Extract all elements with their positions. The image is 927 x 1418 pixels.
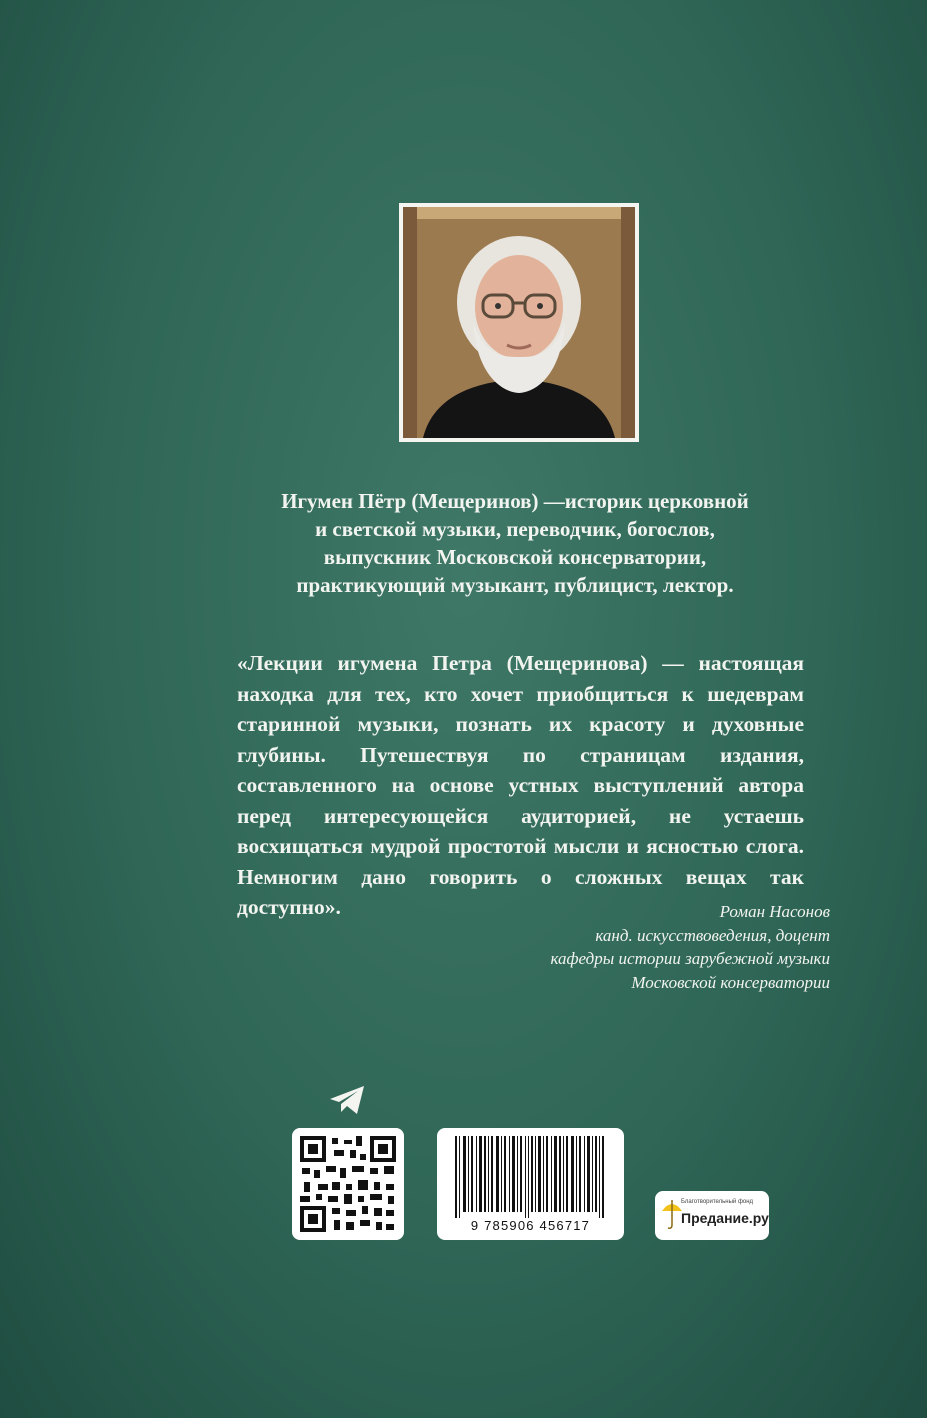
bio-line: Игумен Пётр (Мещеринов) —историк церковной <box>281 489 749 513</box>
quote-signature <box>550 900 830 994</box>
quote-text: «Лекции игумена Петра (Мещеринова) — настоящая находка для тех, кто хочет приобщиться к шедеврам старинной музыки, познать их красоту и духовные глубины. Путешествуя по страницам издания, составленного на основе устных выступлений автора перед интересующейся аудиторией, не устаешь восхищаться мудрой простотой мысли и ясностью слога. Немногим дано говорить о сложных вещах так доступно». <box>237 651 804 919</box>
publisher-subtitle: Благотворительный фонд <box>681 1199 754 1205</box>
telegram-icon <box>328 1084 366 1116</box>
qr-code[interactable] <box>292 1128 404 1240</box>
publisher-name: Предание.ру <box>681 1210 769 1226</box>
bio-line: практикующий музыкант, публицист, лектор. <box>296 573 734 597</box>
publisher-logo <box>655 1191 769 1240</box>
signature-line: канд. искусствоведения, доцент <box>595 925 830 945</box>
signature-name: Роман Насонов <box>719 902 830 921</box>
author-photo <box>403 207 635 438</box>
isbn-digits: 9 785906 456717 <box>470 1218 591 1233</box>
author-photo-frame <box>399 203 639 442</box>
qr-code-pattern <box>300 1136 396 1232</box>
bio-line: выпускник Московской консерватории, <box>323 545 707 569</box>
signature-line: кафедры истории зарубежной музыки <box>550 949 830 968</box>
barcode-bars <box>437 1128 624 1218</box>
isbn-barcode <box>437 1128 624 1240</box>
bio-line: и светской музыки, переводчик, богослов, <box>315 517 715 541</box>
author-bio <box>150 487 880 599</box>
review-quote <box>237 648 804 923</box>
author-portrait-illustration <box>403 207 635 438</box>
signature-line: Московской консерватории <box>631 972 830 992</box>
umbrella-icon <box>661 1197 683 1231</box>
